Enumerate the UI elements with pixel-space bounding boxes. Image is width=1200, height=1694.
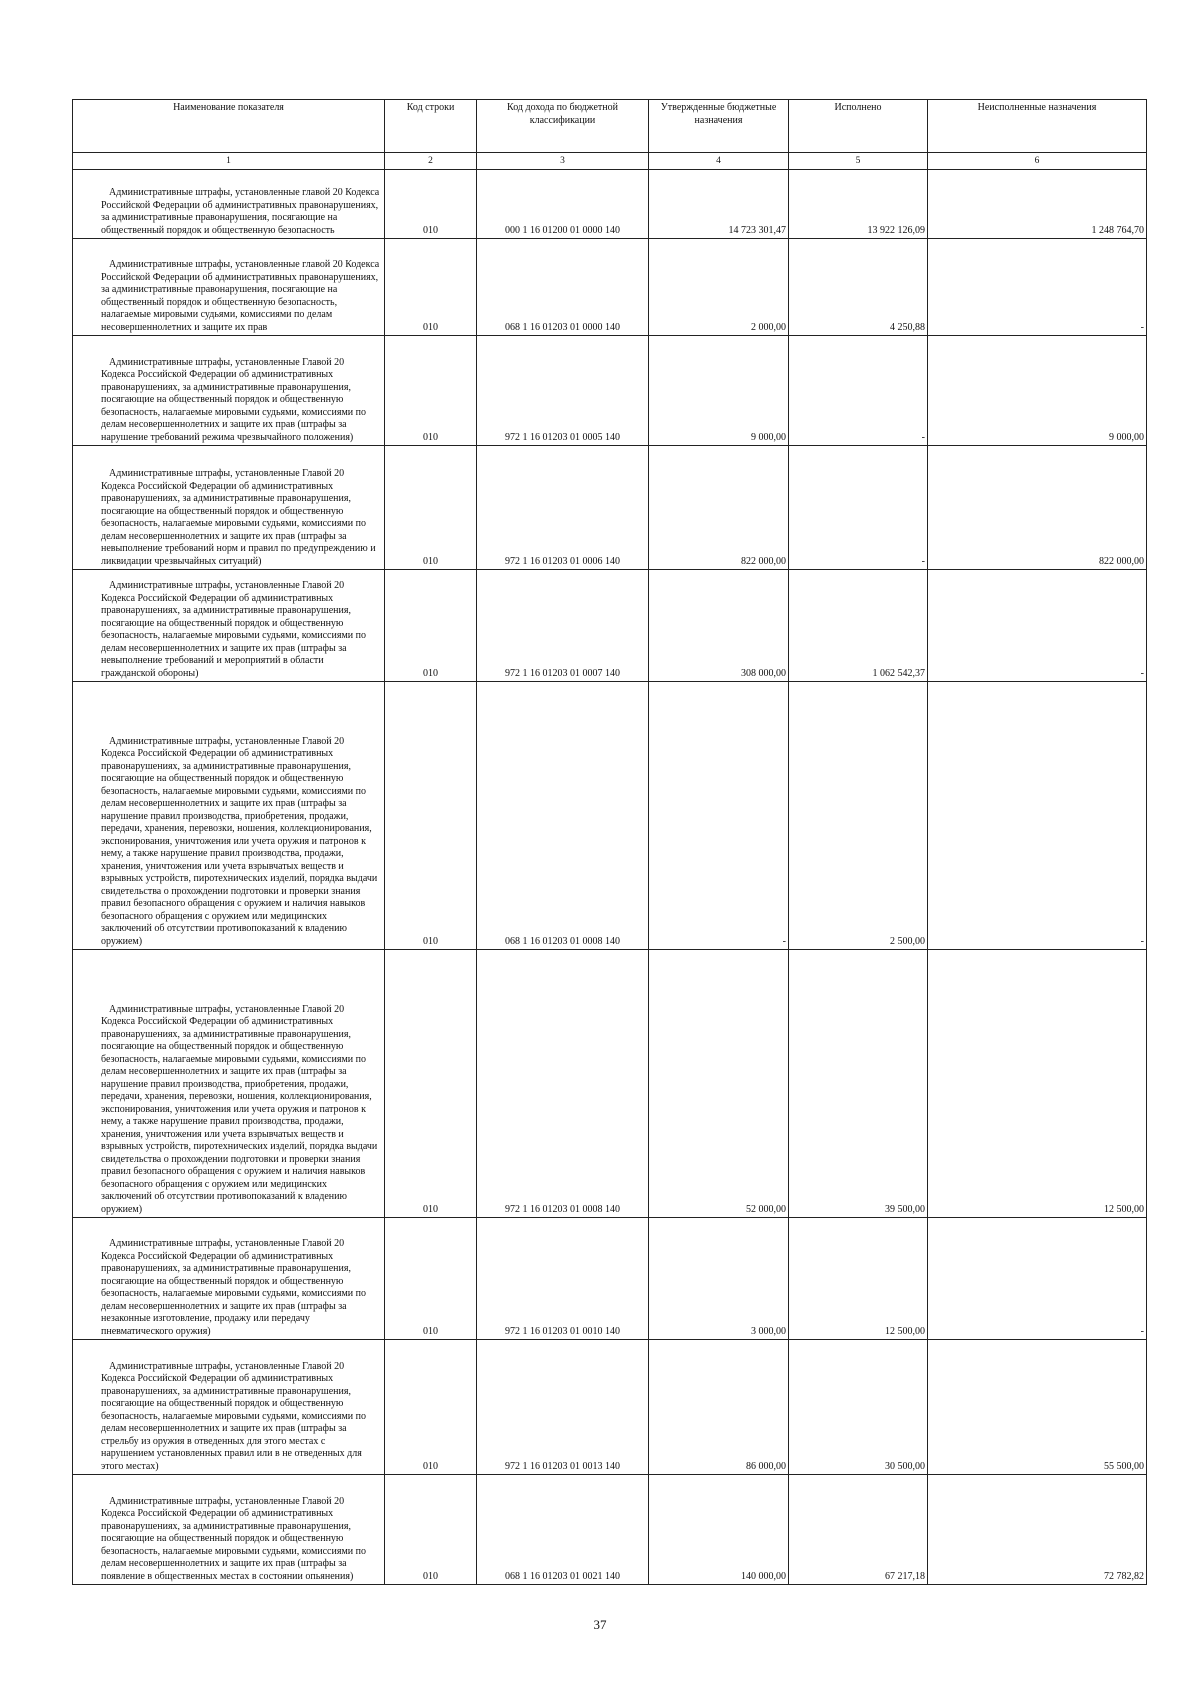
income-code: 068 1 16 01203 01 0021 140 (477, 1475, 649, 1585)
approved-amount: 9 000,00 (649, 336, 789, 446)
unexecuted-amount: 72 782,82 (928, 1475, 1147, 1585)
header-indicator-name: Наименование показателя (73, 100, 385, 153)
indicator-name: Административные штрафы, установленные Главой 20 Кодекса Российской Федерации об административных правонарушениях, за административные правонарушения, посягающие на общественный порядок и общественную безопасность, налагаемые мировыми судьями, комиссиями по делам несовершеннолетних и защите их прав (штрафы за появление в общественных местах в состоянии опьянения) (73, 1475, 385, 1585)
income-code: 972 1 16 01203 01 0007 140 (477, 570, 649, 682)
line-code: 010 (385, 1340, 477, 1475)
indicator-name: Административные штрафы, установленные главой 20 Кодекса Российской Федерации об административных правонарушениях, за административные правонарушения, посягающие на общественный порядок и общественную безопасность (73, 170, 385, 239)
table-row (73, 570, 1147, 682)
table-row (73, 1218, 1147, 1340)
indicator-name: Административные штрафы, установленные Главой 20 Кодекса Российской Федерации об административных правонарушениях, за административные правонарушения, посягающие на общественный порядок и общественную безопасность, налагаемые мировыми судьями, комиссиями по делам несовершеннолетних и защите их прав (штрафы за невыполнение требований и мероприятий в области гражданской обороны) (73, 570, 385, 682)
header-row (73, 100, 1147, 153)
income-code: 000 1 16 01200 01 0000 140 (477, 170, 649, 239)
indicator-name: Административные штрафы, установленные Главой 20 Кодекса Российской Федерации об административных правонарушениях, за административные правонарушения, посягающие на общественный порядок и общественную безопасность, налагаемые мировыми судьями, комиссиями по делам несовершеннолетних и защите их прав (штрафы за невыполнение требований норм и правил по предупреждению и ликвидации чрезвычайных ситуаций) (73, 446, 385, 570)
unexecuted-amount: - (928, 1218, 1147, 1340)
table-row (73, 239, 1147, 336)
income-code: 972 1 16 01203 01 0008 140 (477, 950, 649, 1218)
income-code: 068 1 16 01203 01 0008 140 (477, 682, 649, 950)
approved-amount: 14 723 301,47 (649, 170, 789, 239)
income-execution-table (72, 99, 1147, 1585)
executed-amount: 1 062 542,37 (789, 570, 928, 682)
table-row (73, 1340, 1147, 1475)
approved-amount: 308 000,00 (649, 570, 789, 682)
indicator-name: Административные штрафы, установленные Главой 20 Кодекса Российской Федерации об административных правонарушениях, за административные правонарушения, посягающие на общественный порядок и общественную безопасность, налагаемые мировыми судьями, комиссиями по делам несовершеннолетних и защите их прав (штрафы за нарушение требований режима чрезвычайного положения) (73, 336, 385, 446)
approved-amount: 3 000,00 (649, 1218, 789, 1340)
line-code: 010 (385, 682, 477, 950)
indicator-name: Административные штрафы, установленные главой 20 Кодекса Российской Федерации об административных правонарушениях, за административные правонарушения, посягающие на общественный порядок и общественную безопасность, налагаемые мировыми судьями, комиссиями по делам несовершеннолетних и защите их прав (73, 239, 385, 336)
executed-amount: 30 500,00 (789, 1340, 928, 1475)
column-number: 6 (928, 153, 1147, 170)
indicator-name: Административные штрафы, установленные Главой 20 Кодекса Российской Федерации об административных правонарушениях, за административные правонарушения, посягающие на общественный порядок и общественную безопасность, налагаемые мировыми судьями, комиссиями по делам несовершеннолетних и защите их прав (штрафы за нарушение правил производства, приобретения, продажи, передачи, хранения, перевозки, ношения, коллекционирования, экспонирования, уничтожения или учета оружия и патронов к нему, а также нарушение правил производства, продажи, хранения, уничтожения или учета взрывчатых веществ и взрывных устройств, пиротехнических изделий, порядка выдачи свидетельства о прохождении подготовки и проверки знания правил безопасного обращения с оружием и наличия навыков безопасного обращения с оружием или медицинских заключений об отсутствии противопоказаний к владению оружием) (73, 682, 385, 950)
line-code: 010 (385, 950, 477, 1218)
line-code: 010 (385, 1475, 477, 1585)
approved-amount: 822 000,00 (649, 446, 789, 570)
unexecuted-amount: 822 000,00 (928, 446, 1147, 570)
header-approved: Утвержденные бюджетные назначения (649, 100, 789, 153)
unexecuted-amount: - (928, 239, 1147, 336)
line-code: 010 (385, 239, 477, 336)
approved-amount: 2 000,00 (649, 239, 789, 336)
executed-amount: 12 500,00 (789, 1218, 928, 1340)
unexecuted-amount: 1 248 764,70 (928, 170, 1147, 239)
line-code: 010 (385, 570, 477, 682)
executed-amount: 13 922 126,09 (789, 170, 928, 239)
executed-amount: 67 217,18 (789, 1475, 928, 1585)
line-code: 010 (385, 1218, 477, 1340)
line-code: 010 (385, 446, 477, 570)
table-row (73, 1475, 1147, 1585)
table-row (73, 336, 1147, 446)
header-line-code: Код строки (385, 100, 477, 153)
executed-amount: 2 500,00 (789, 682, 928, 950)
executed-amount: - (789, 336, 928, 446)
unexecuted-amount: - (928, 682, 1147, 950)
column-number-row (73, 153, 1147, 170)
table-row (73, 682, 1147, 950)
unexecuted-amount: - (928, 570, 1147, 682)
income-code: 068 1 16 01203 01 0000 140 (477, 239, 649, 336)
report-page (72, 99, 1146, 1585)
column-number: 2 (385, 153, 477, 170)
line-code: 010 (385, 336, 477, 446)
executed-amount: 39 500,00 (789, 950, 928, 1218)
column-number: 3 (477, 153, 649, 170)
executed-amount: 4 250,88 (789, 239, 928, 336)
header-executed: Исполнено (789, 100, 928, 153)
approved-amount: 86 000,00 (649, 1340, 789, 1475)
indicator-name: Административные штрафы, установленные Главой 20 Кодекса Российской Федерации об административных правонарушениях, за административные правонарушения, посягающие на общественный порядок и общественную безопасность, налагаемые мировыми судьями, комиссиями по делам несовершеннолетних и защите их прав (штрафы за стрельбу из оружия в отведенных для этого местах с нарушением установленных правил или в не отведенных для этого местах) (73, 1340, 385, 1475)
table-row (73, 446, 1147, 570)
approved-amount: 140 000,00 (649, 1475, 789, 1585)
income-code: 972 1 16 01203 01 0013 140 (477, 1340, 649, 1475)
table-row (73, 950, 1147, 1218)
approved-amount: - (649, 682, 789, 950)
income-code: 972 1 16 01203 01 0005 140 (477, 336, 649, 446)
header-unexecuted: Неисполненные назначения (928, 100, 1147, 153)
indicator-name: Административные штрафы, установленные Главой 20 Кодекса Российской Федерации об административных правонарушениях, за административные правонарушения, посягающие на общественный порядок и общественную безопасность, налагаемые мировыми судьями, комиссиями по делам несовершеннолетних и защите их прав (штрафы за нарушение правил производства, приобретения, продажи, передачи, хранения, перевозки, ношения, коллекционирования, экспонирования, уничтожения или учета оружия и патронов к нему, а также нарушение правил производства, продажи, хранения, уничтожения или учета взрывчатых веществ и взрывных устройств, пиротехнических изделий, порядка выдачи свидетельства о прохождении подготовки и проверки знания правил безопасного обращения с оружием и наличия навыков безопасного обращения с оружием или медицинских заключений об отсутствии противопоказаний к владению оружием) (73, 950, 385, 1218)
table-row (73, 170, 1147, 239)
unexecuted-amount: 55 500,00 (928, 1340, 1147, 1475)
unexecuted-amount: 9 000,00 (928, 336, 1147, 446)
approved-amount: 52 000,00 (649, 950, 789, 1218)
column-number: 5 (789, 153, 928, 170)
column-number: 1 (73, 153, 385, 170)
line-code: 010 (385, 170, 477, 239)
unexecuted-amount: 12 500,00 (928, 950, 1147, 1218)
header-income-code: Код дохода по бюджетной классификации (477, 100, 649, 153)
page-number: 37 (593, 1617, 607, 1632)
income-code: 972 1 16 01203 01 0010 140 (477, 1218, 649, 1340)
indicator-name: Административные штрафы, установленные Главой 20 Кодекса Российской Федерации об административных правонарушениях, за административные правонарушения, посягающие на общественный порядок и общественную безопасность, налагаемые мировыми судьями, комиссиями по делам несовершеннолетних и защите их прав (штрафы за незаконные изготовление, продажу или передачу пневматического оружия) (73, 1218, 385, 1340)
executed-amount: - (789, 446, 928, 570)
column-number: 4 (649, 153, 789, 170)
income-code: 972 1 16 01203 01 0006 140 (477, 446, 649, 570)
